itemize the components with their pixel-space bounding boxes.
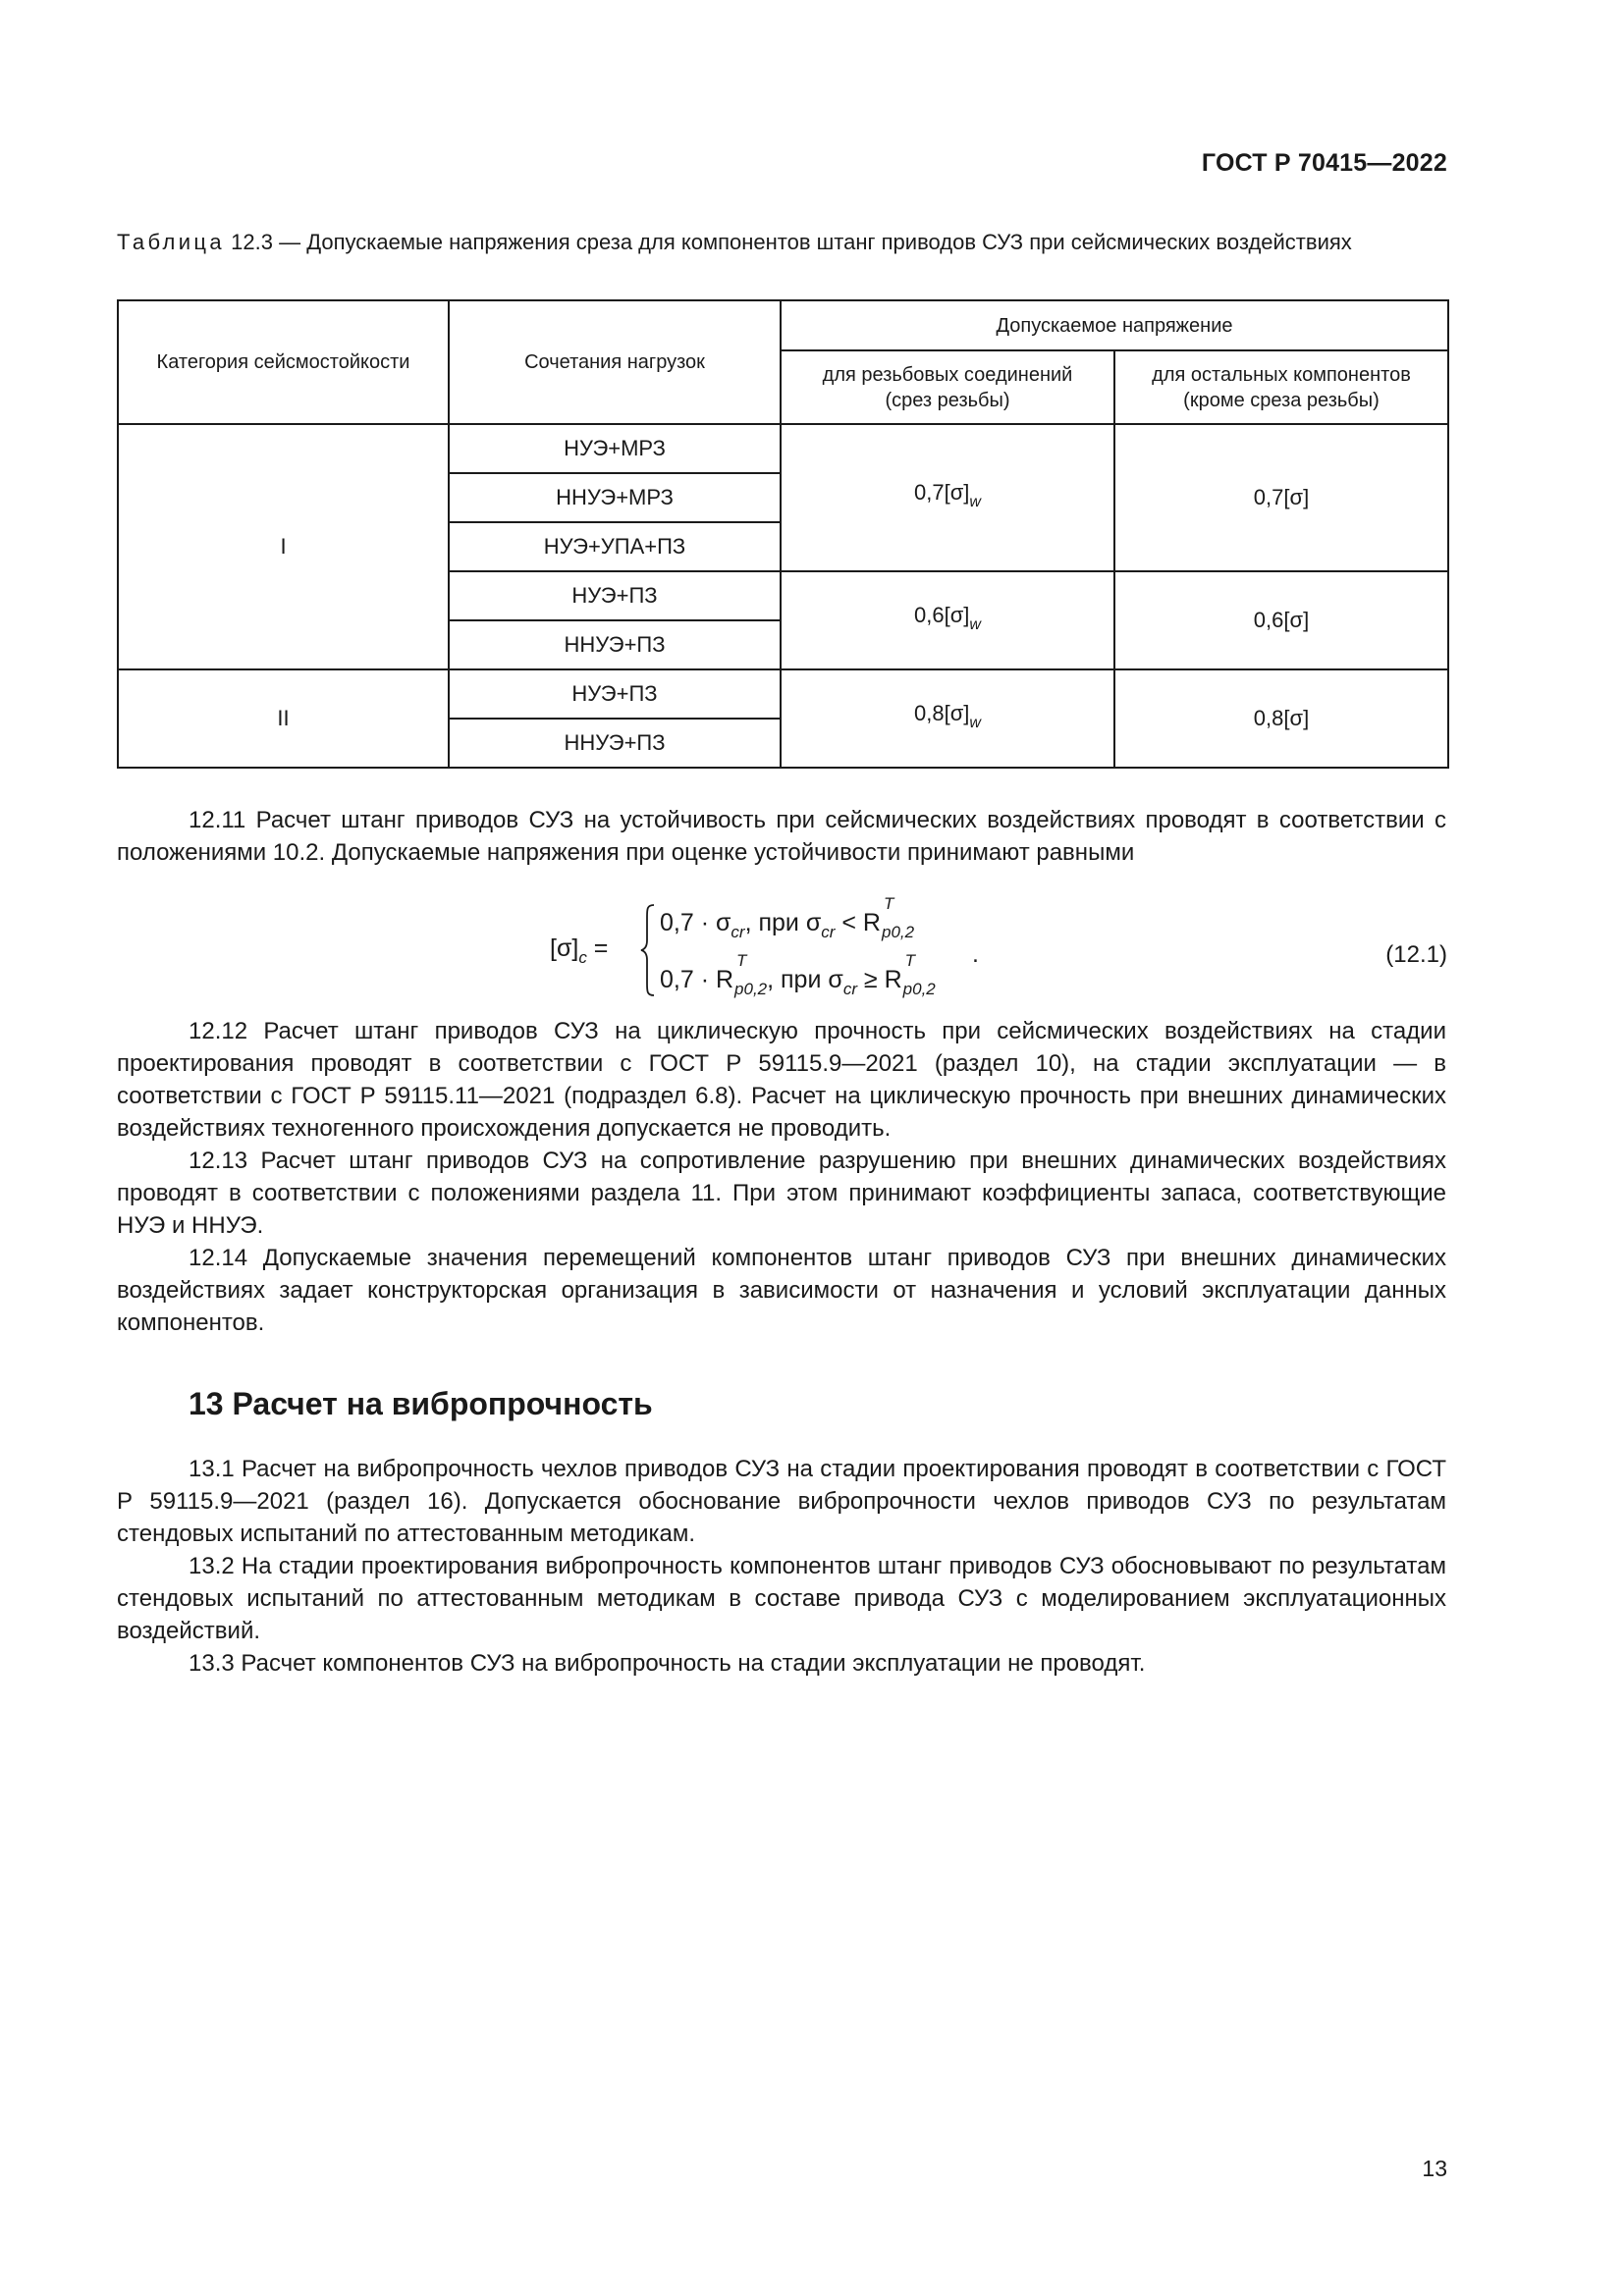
category-cell: II xyxy=(118,669,449,768)
load-combination: НУЭ+ПЗ xyxy=(449,669,781,719)
formula-lhs xyxy=(550,934,608,968)
other-stress-cell: 0,7[σ] xyxy=(1114,424,1448,571)
header-other-line1: для остальных компонентов xyxy=(1152,363,1411,386)
formula-subscript: cr xyxy=(731,923,745,941)
formula-term: , при σ xyxy=(767,966,843,993)
load-combination: ННУЭ+МРЗ xyxy=(449,473,781,522)
formula-lhs-symbol: [σ] xyxy=(550,934,579,962)
header-allowed-stress: Допускаемое напряжение xyxy=(781,300,1448,350)
formula-subscript: cr xyxy=(821,923,836,941)
load-combination: НУЭ+МРЗ xyxy=(449,424,781,473)
formula-term: , при σ xyxy=(744,909,822,936)
paragraph-12-12: 12.12 Расчет штанг приводов СУЗ на циклическую прочность при сейсмических воздействиях на стадии проектирования проводят в соответствии с ГОСТ Р 59115.9—2021 (раздел 10), на стадии эксплуатации — в соответствии с ГОСТ Р 59115.11—2021 (подраздел 6.8). Расчет на циклическую прочность при внешних динамических воздействиях техногенного происхождения допускается не проводить. xyxy=(117,1018,1446,1142)
formula-superscript: T xyxy=(904,951,916,970)
thread-stress-cell xyxy=(781,424,1114,571)
formula-term: < R xyxy=(835,909,881,936)
table-caption-label: Таблица xyxy=(117,230,226,254)
table-caption xyxy=(117,228,1446,256)
paragraph-12-14: 12.14 Допускаемые значения перемещений компонентов штанг приводов СУЗ при внешних динамических воздействиях задает конструкторская организация в зависимости от назначения и условий эксплуатации данных компонентов. xyxy=(117,1245,1446,1336)
standard-header: ГОСТ Р 70415—2022 xyxy=(1201,149,1447,177)
formula-number: (12.1) xyxy=(1385,941,1447,968)
curly-brace-icon xyxy=(640,903,656,997)
formula-subscript: p0,2 xyxy=(881,923,915,941)
other-stress-cell: 0,8[σ] xyxy=(1114,669,1448,768)
formula-superscript: T xyxy=(736,951,747,970)
section-heading: 13 Расчет на вибропрочность xyxy=(189,1386,653,1421)
thread-stress-cell xyxy=(781,669,1114,768)
thread-stress-value: 0,6[σ] xyxy=(914,603,970,627)
formula-superscript: T xyxy=(883,894,894,913)
thread-stress-value: 0,7[σ] xyxy=(914,480,970,505)
formula-term: 0,7 · σ xyxy=(660,909,731,936)
header-thread-line1: для резьбовых соединений xyxy=(822,363,1073,386)
thread-stress-subscript: w xyxy=(969,616,981,633)
load-combination: НУЭ+УПА+ПЗ xyxy=(449,522,781,571)
load-combination: ННУЭ+ПЗ xyxy=(449,620,781,669)
formula-term: 0,7 · R xyxy=(660,966,734,993)
load-combination: ННУЭ+ПЗ xyxy=(449,719,781,768)
formula-term: ≥ R xyxy=(856,966,902,993)
page-number: 13 xyxy=(1422,2156,1447,2181)
paragraph-13-3: 13.3 Расчет компонентов СУЗ на вибропрочность на стадии эксплуатации не проводят. xyxy=(189,1650,1146,1677)
header-thread xyxy=(781,350,1114,424)
formula-terminal-dot: . xyxy=(972,940,979,968)
formula-equals: = xyxy=(586,934,609,962)
formula-lhs-subscript: c xyxy=(578,948,587,967)
paragraph-13-1: 13.1 Расчет на вибропрочность чехлов приводов СУЗ на стадии проектирования проводят в соответствии с ГОСТ Р 59115.9—2021 (раздел 16). Допускается обоснование вибропрочности чехлов приводов СУЗ по результатам стендовых испытаний по аттестованным методикам. xyxy=(117,1456,1446,1547)
formula-subscript: p0,2 xyxy=(902,980,936,998)
paragraph-12-13: 12.13 Расчет штанг приводов СУЗ на сопротивление разрушению при внешних динамических воздействиях проводят в соответствии с положениями раздела 11. При этом принимают коэффициенты запаса, соответствующие НУЭ и ННУЭ. xyxy=(117,1148,1446,1239)
paragraph-12-11: 12.11 Расчет штанг приводов СУЗ на устойчивость при сейсмических воздействиях проводят в соответствии с положениями 10.2. Допускаемые напряжения при оценке устойчивости принимают равными xyxy=(117,807,1446,866)
header-loads: Сочетания нагрузок xyxy=(449,300,781,424)
formula-script xyxy=(733,951,768,999)
other-stress-cell: 0,6[σ] xyxy=(1114,571,1448,669)
formula-case-2 xyxy=(660,951,936,999)
header-thread-line2: (срез резьбы) xyxy=(885,389,1010,411)
formula-script xyxy=(902,951,936,999)
header-category: Категория сейсмостойкости xyxy=(118,300,449,424)
header-other xyxy=(1114,350,1448,424)
thread-stress-cell xyxy=(781,571,1114,669)
formula-script xyxy=(881,894,915,942)
thread-stress-subscript: w xyxy=(969,494,981,510)
formula-12-1 xyxy=(550,894,1021,1005)
load-combination: НУЭ+ПЗ xyxy=(449,571,781,620)
formula-case-1 xyxy=(660,894,915,942)
paragraph-13-2: 13.2 На стадии проектирования вибропрочность компонентов штанг приводов СУЗ обосновывают по результатам стендовых испытаний по аттестованным методикам в составе привода СУЗ с моделированием эксплуатационных воздействий. xyxy=(117,1553,1446,1644)
stress-table xyxy=(117,299,1449,769)
thread-stress-subscript: w xyxy=(969,715,981,731)
header-other-line2: (кроме среза резьбы) xyxy=(1183,389,1380,411)
table-caption-text: 12.3 — Допускаемые напряжения среза для компонентов штанг приводов СУЗ при сейсмических воздействиях xyxy=(225,230,1352,254)
thread-stress-value: 0,8[σ] xyxy=(914,701,970,725)
formula-subscript: p0,2 xyxy=(734,980,768,998)
formula-subscript: cr xyxy=(842,980,857,998)
category-cell: I xyxy=(118,424,449,669)
